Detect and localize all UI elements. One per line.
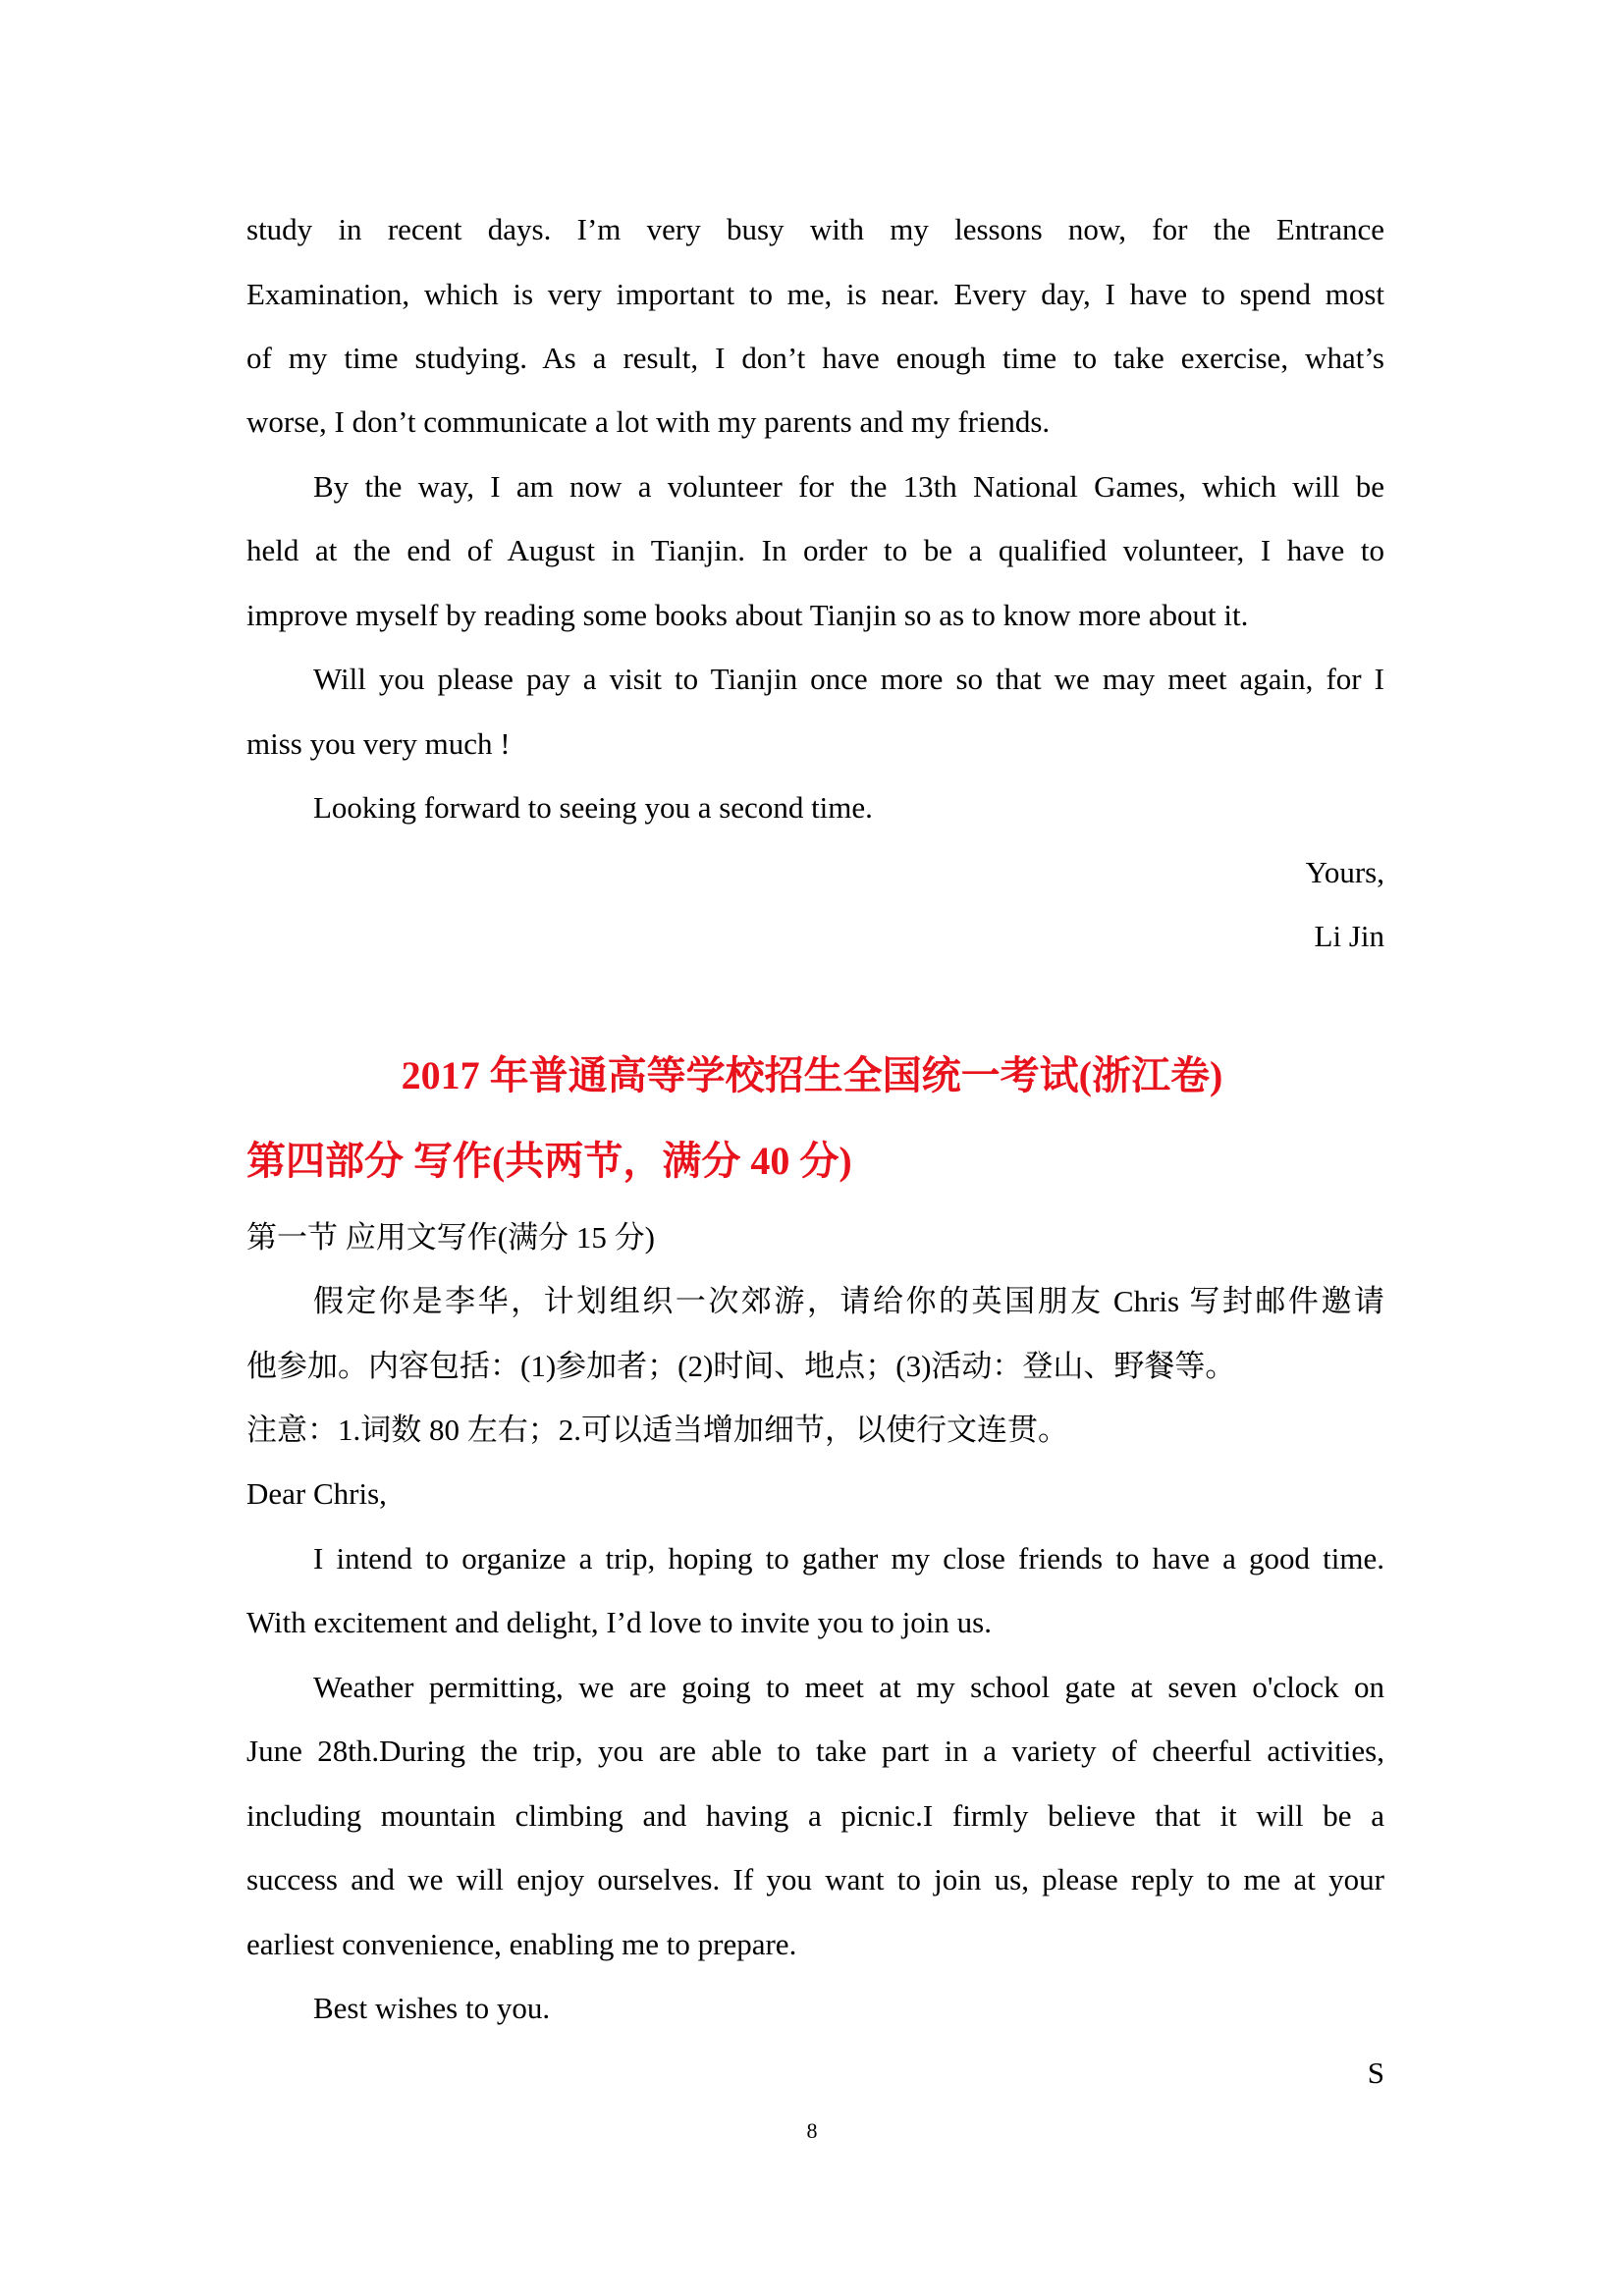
prompt-note: 注意：1.词数 80 左右；2.可以适当增加细节，以使行文连贯。: [246, 1413, 1068, 1447]
letter2-line: Weather permitting, we are going to meet at my school gate at seven o'clock on: [313, 1670, 1384, 1704]
page-number: 8: [806, 2118, 818, 2143]
section-heading: 第一节 应用文写作(满分 15 分): [246, 1220, 655, 1255]
prompt-line: 他参加。内容包括：(1)参加者；(2)时间、地点；(3)活动：登山、野餐等。: [246, 1349, 1236, 1383]
letter1-closing: Yours,: [1305, 855, 1384, 889]
letter1-line: Examination, which is very important to me, is near. Every day, I have to spend most: [246, 277, 1384, 311]
letter1-line: worse, I don’t communicate a lot with my parents and my friends.: [246, 404, 1051, 439]
letter2-line: I intend to organize a trip, hoping to gather my close friends to have a good time.: [313, 1541, 1384, 1575]
letter1-line: Will you please pay a visit to Tianjin once more so that we may meet again, for I: [313, 662, 1384, 696]
letter2-line: June 28th.During the trip, you are able to take part in a variety of cheerful activities,: [246, 1734, 1384, 1768]
letter2-line: earliest convenience, enabling me to prepare.: [246, 1927, 797, 1961]
letter1-line: held at the end of August in Tianjin. In order to be a qualified volunteer, I have to: [246, 533, 1384, 567]
letter2-line: With excitement and delight, I’d love to invite you to join us.: [246, 1605, 992, 1639]
exam-part-heading: 第四部分 写作(共两节，满分 40 分): [246, 1139, 852, 1183]
letter1-line: Looking forward to seeing you a second time.: [313, 790, 873, 825]
letter2-line: Best wishes to you.: [313, 1991, 551, 2025]
letter1-line: of my time studying. As a result, I don’t have enough time to take exercise, what’s: [246, 341, 1384, 375]
letter1-line: miss you very much !: [246, 726, 511, 761]
letter2-line: including mountain climbing and having a picnic.I firmly believe that it will be a: [246, 1798, 1384, 1833]
letter1-line: study in recent days. I’m very busy with my lessons now, for the Entrance: [246, 212, 1384, 246]
exam-title: 2017 年普通高等学校招生全国统一考试(浙江卷): [401, 1053, 1223, 1097]
letter1-line: By the way, I am now a volunteer for the 13th National Games, which will be: [313, 469, 1384, 504]
letter2-line: success and we will enjoy ourselves. If you want to join us, please reply to me at your: [246, 1862, 1384, 1896]
letter1-line: improve myself by reading some books about Tianjin so as to know more about it.: [246, 598, 1249, 632]
letter2-trailing-text: S: [1367, 2056, 1384, 2090]
letter1-signature: Li Jin: [1314, 919, 1384, 953]
prompt-line: 假定你是李华，计划组织一次郊游，请给你的英国朋友 Chris 写封邮件邀请: [313, 1284, 1384, 1318]
letter2-salutation: Dear Chris,: [246, 1476, 387, 1511]
